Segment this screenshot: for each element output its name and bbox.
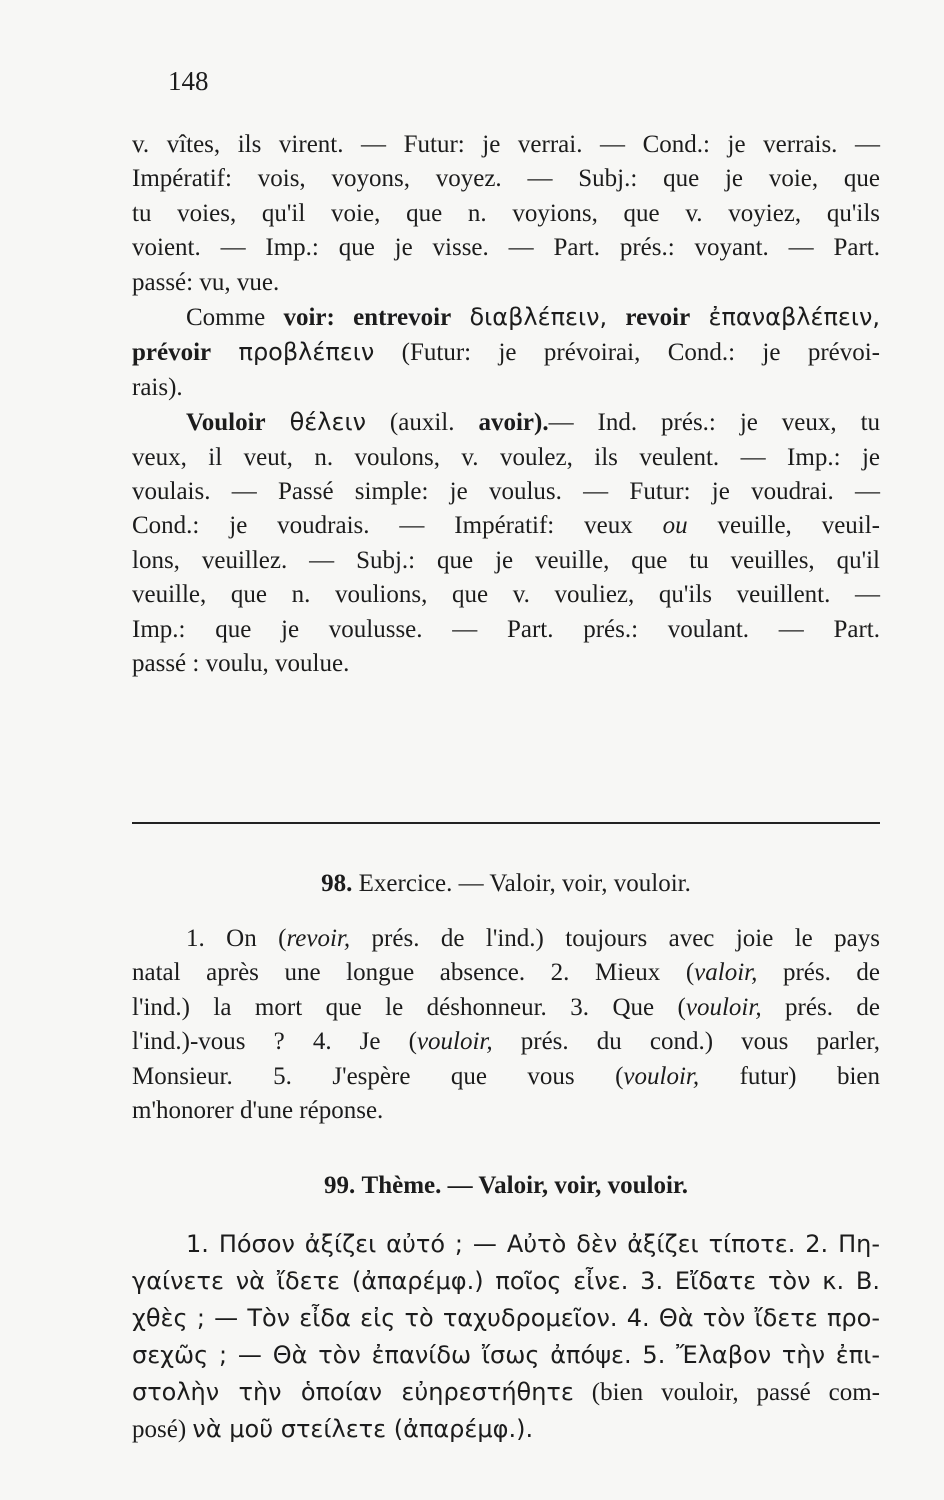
section-divider (132, 822, 880, 824)
text-line: l'ind.)-vous ? 4. Je (vouloir, prés. du cond.) vous parler, (132, 1028, 880, 1056)
text-line: passé: vu, vue. (132, 268, 280, 296)
text-line: Cond.: je voudrais. — Impératif: veux ou veuille, veuil- (132, 512, 881, 540)
text-line: veuille, que n. voulions, que v. vouliez, qu'ils veuillent. — (132, 581, 880, 609)
text-line: γαίνετε νὰ ἴδετε (ἀπαρέμφ.) ποῖος εἶνε. 3. Εἴδατε τὸν κ. Β. (132, 1267, 880, 1295)
text-line: natal après une longue absence. 2. Mieux (valoir, prés. de (132, 959, 881, 987)
page-number: 148 (168, 66, 209, 96)
text-line: χθὲς ; — Τὸν εἶδα εἰς τὸ ταχυδρομεῖον. 4. Θὰ τὸν ἴδετε προ- (132, 1304, 880, 1332)
text-line: voulais. — Passé simple: je voulus. — Futur: je voudrai. — (132, 478, 880, 506)
text-line: tu voies, qu'il voie, que n. voyions, que v. voyiez, qu'ils (132, 199, 880, 227)
text-line: prévoir προβλέπειν (Futur: je prévoirai, Cond.: je prévoi- (132, 338, 881, 367)
text-line: posé) νὰ μοῦ στείλετε (ἀπαρέμφ.). (132, 1415, 534, 1443)
text-line: 1. Πόσον ἀξίζει αὐτό ; — Αὐτὸ δὲν ἀξίζει τίποτε. 2. Πη- (186, 1230, 880, 1258)
text-line: voient. — Imp.: que je visse. — Part. prés.: voyant. — Part. (132, 234, 880, 262)
theme-99-title: 99. Thème. — Valoir, voir, vouloir. (324, 1172, 688, 1199)
exercise-98-text (132, 922, 880, 1128)
conjugation-text (132, 128, 880, 682)
exercise-98-title: 98. Exercice. — Valoir, voir, vouloir. (321, 870, 691, 897)
text-line: veux, il veut, n. voulons, v. voulez, ils veulent. — Imp.: je (132, 443, 880, 471)
theme-99-text (132, 1226, 880, 1448)
text-line: 1. On (revoir, prés. de l'ind.) toujours avec joie le pays (186, 925, 881, 952)
text-line: Impératif: vois, voyons, voyez. — Subj.: que je voie, que (132, 165, 880, 193)
text-line: σεχῶς ; — Θὰ τὸν ἐπανίδω ἴσως ἀπόψε. 5. Ἔλαβον τὴν ἐπι- (132, 1341, 880, 1369)
text-line: v. vîtes, ils virent. — Futur: je verrai. — Cond.: je verrais. — (132, 131, 880, 158)
text-line: passé : voulu, voulue. (132, 650, 350, 678)
text-line: Comme voir: entrevoir διαβλέπειν, revoir ἐπαναβλέπειν, (186, 303, 881, 332)
text-line: Imp.: que je voulusse. — Part. prés.: voulant. — Part. (132, 615, 880, 643)
text-line: στολὴν τὴν ὁποίαν εὐηρεστήθητε (bien vouloir, passé com- (132, 1378, 880, 1406)
text-line: lons, veuillez. — Subj.: que je veuille, que tu veuilles, qu'il (132, 546, 880, 574)
text-line: m'honorer d'une réponse. (132, 1097, 384, 1125)
text-line: Vouloir θέλειν (auxil. avoir).— Ind. prés.: je veux, tu (186, 408, 881, 437)
text-line: rais). (132, 373, 183, 401)
text-line: Monsieur. 5. J'espère que vous (vouloir, futur) bien (132, 1062, 880, 1090)
text-line: l'ind.) la mort que le déshonneur. 3. Que (vouloir, prés. de (132, 993, 881, 1021)
